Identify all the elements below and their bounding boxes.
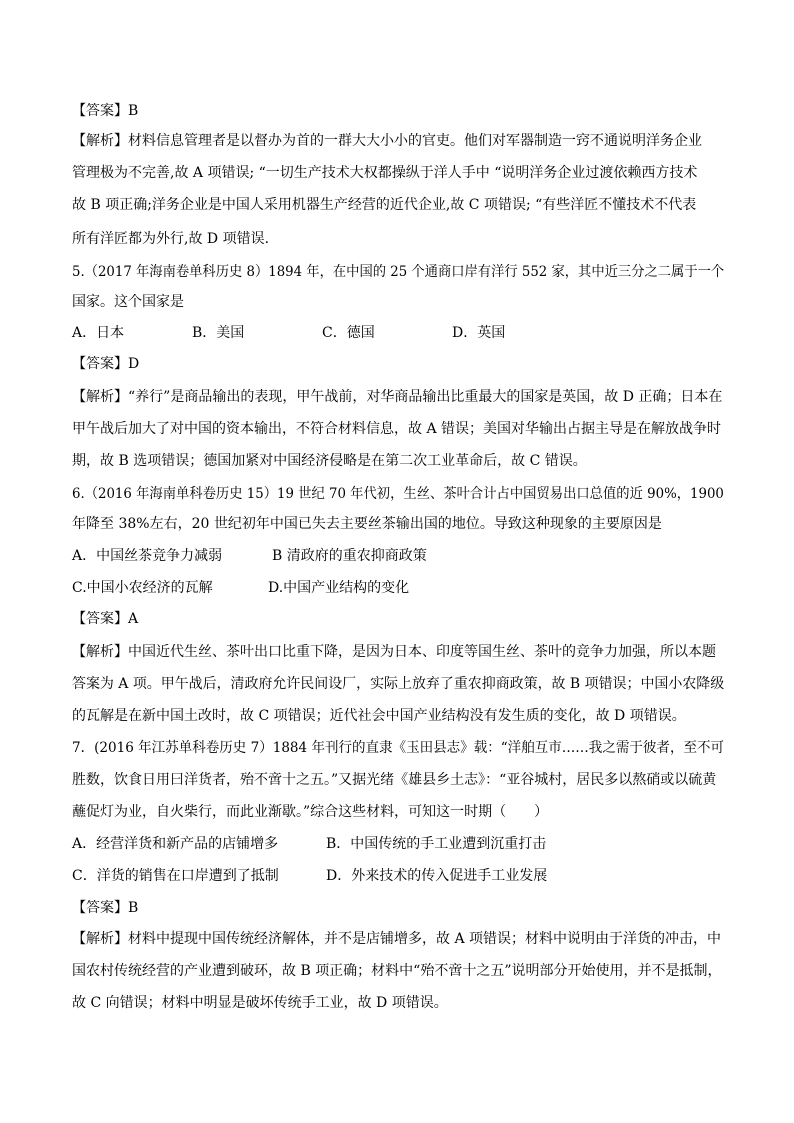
q7-option-a: A．经营洋货和新产品的店铺增多 bbox=[72, 836, 279, 852]
q7-analysis-line-1: 【解析】材料中提现中国传统经济解体，并不是店铺增多，故 A 项错误；材料中说明由于洋货的冲击，中 bbox=[72, 931, 722, 947]
answer-prev: 【答案】B bbox=[72, 103, 139, 119]
q7-option-b: B．中国传统的手工业遭到沉重打击 bbox=[326, 836, 547, 852]
q6-option-b: B 清政府的重农抑商政策 bbox=[272, 548, 427, 564]
q6-answer: 【答案】A bbox=[72, 611, 139, 627]
q5-option-b: B．美国 bbox=[192, 325, 245, 341]
q7-stem-line-2: 胜数，饮食日用曰洋货者，殆不啻十之五。”又据光绪《雄县乡土志》：“亚谷城村，居民多以熬硝或以硫黄 bbox=[72, 772, 717, 788]
q7-answer: 【答案】B bbox=[72, 900, 139, 916]
q7-stem-line-1: 7．(2016 年江苏单科卷历史 7）1884 年刊行的直隶《玉田县志》载：“洋舶互市……我之需于彼者，至不可 bbox=[72, 740, 725, 756]
q5-answer: 【答案】D bbox=[72, 356, 140, 372]
q6-option-c: C.中国小农经济的瓦解 bbox=[72, 580, 213, 596]
q5-option-d: D．英国 bbox=[452, 325, 506, 341]
q5-analysis-line-2: 甲午战后加大了对中国的资本输出，不符合材料信息，故 A 错误；美国对华输出占据主导是在解放战争时 bbox=[72, 421, 722, 437]
q7-analysis-line-3: 故 C 向错误；材料中明显是破坏传统手工业，故 D 项错误。 bbox=[72, 995, 448, 1011]
q6-option-d: D.中国产业结构的变化 bbox=[268, 580, 410, 596]
q7-stem-line-3: 蘸促灯为业，自火柴行，而此业渐歇。”综合这些材料，可知这一时期（ ） bbox=[72, 804, 549, 820]
q6-option-a: A．中国丝茶竞争力减弱 bbox=[72, 548, 223, 564]
q6-analysis-line-1: 【解析】中国近代生丝、茶叶出口比重下降，是因为日本、印度等国生丝、茶叶的竞争力加强，所以本题 bbox=[72, 644, 716, 660]
q5-stem-line-1: 5.（2017 年海南卷单科历史 8）1894 年，在中国的 25 个通商口岸有洋行 552 家，其中近三分之二属于一个 bbox=[72, 264, 725, 280]
q5-option-a: A．日本 bbox=[72, 325, 125, 341]
q7-analysis-line-2: 国农村传统经营的产业遭到破环，故 B 项正确；材料中“殆不啻十之五”说明部分开始使用，并不是抵制， bbox=[72, 963, 722, 979]
q6-analysis-line-2: 答案为 A 项。甲午战后，清政府允许民间设厂，实际上放弃了重农抑商政策，故 B 项错误；中国小农降级 bbox=[72, 676, 725, 692]
analysis-prev-line-3: 故 B 项正确;洋务企业是中国人采用机器生产经营的近代企业,故 C 项错误; “有些洋匠不懂技术不代表 bbox=[72, 197, 697, 213]
q6-analysis-line-3: 的瓦解是在新中国土改时，故 C 项错误；近代社会中国产业结构没有发生质的变化，故 D 项错误。 bbox=[72, 708, 686, 724]
analysis-prev-line-1: 【解析】材料信息管理者是以督办为首的一群大大小小的官吏。他们对军器制造一窍不通说明洋务企业 bbox=[72, 133, 702, 149]
analysis-prev-line-4: 所有洋匠都为外行,故 D 项错误. bbox=[72, 231, 270, 247]
q6-stem-line-2: 年降至 38%左右，20 世纪初年中国已失去主要丝茶输出国的地位。导致这种现象的主要原因是 bbox=[72, 516, 662, 532]
q5-analysis-line-1: 【解析】“养行”是商品输出的表现，甲午战前，对华商品输出比重最大的国家是英国，故 D 正确；日本在 bbox=[72, 389, 723, 405]
q7-option-c: C．洋货的销售在口岸遭到了抵制 bbox=[72, 868, 279, 884]
q7-option-d: D．外来技术的传入促进手工业发展 bbox=[326, 868, 548, 884]
analysis-prev-line-2: 管理极为不完善,故 A 项错误; “一切生产技术大权都操纵于洋人手中 “说明洋务企业过渡依赖西方技术 bbox=[72, 165, 698, 181]
q5-analysis-line-3: 期，故 B 选项错误；德国加紧对中国经济侵略是在第二次工业革命后，故 C 错误。 bbox=[72, 453, 587, 469]
q5-stem-line-2: 国家。这个国家是 bbox=[72, 294, 184, 310]
q6-stem-line-1: 6.（2016 年海南单科卷历史 15）19 世纪 70 年代初，生丝、茶叶合计占中国贸易出口总值的近 90%，1900 bbox=[72, 486, 724, 502]
q5-option-c: C．德国 bbox=[322, 325, 375, 341]
